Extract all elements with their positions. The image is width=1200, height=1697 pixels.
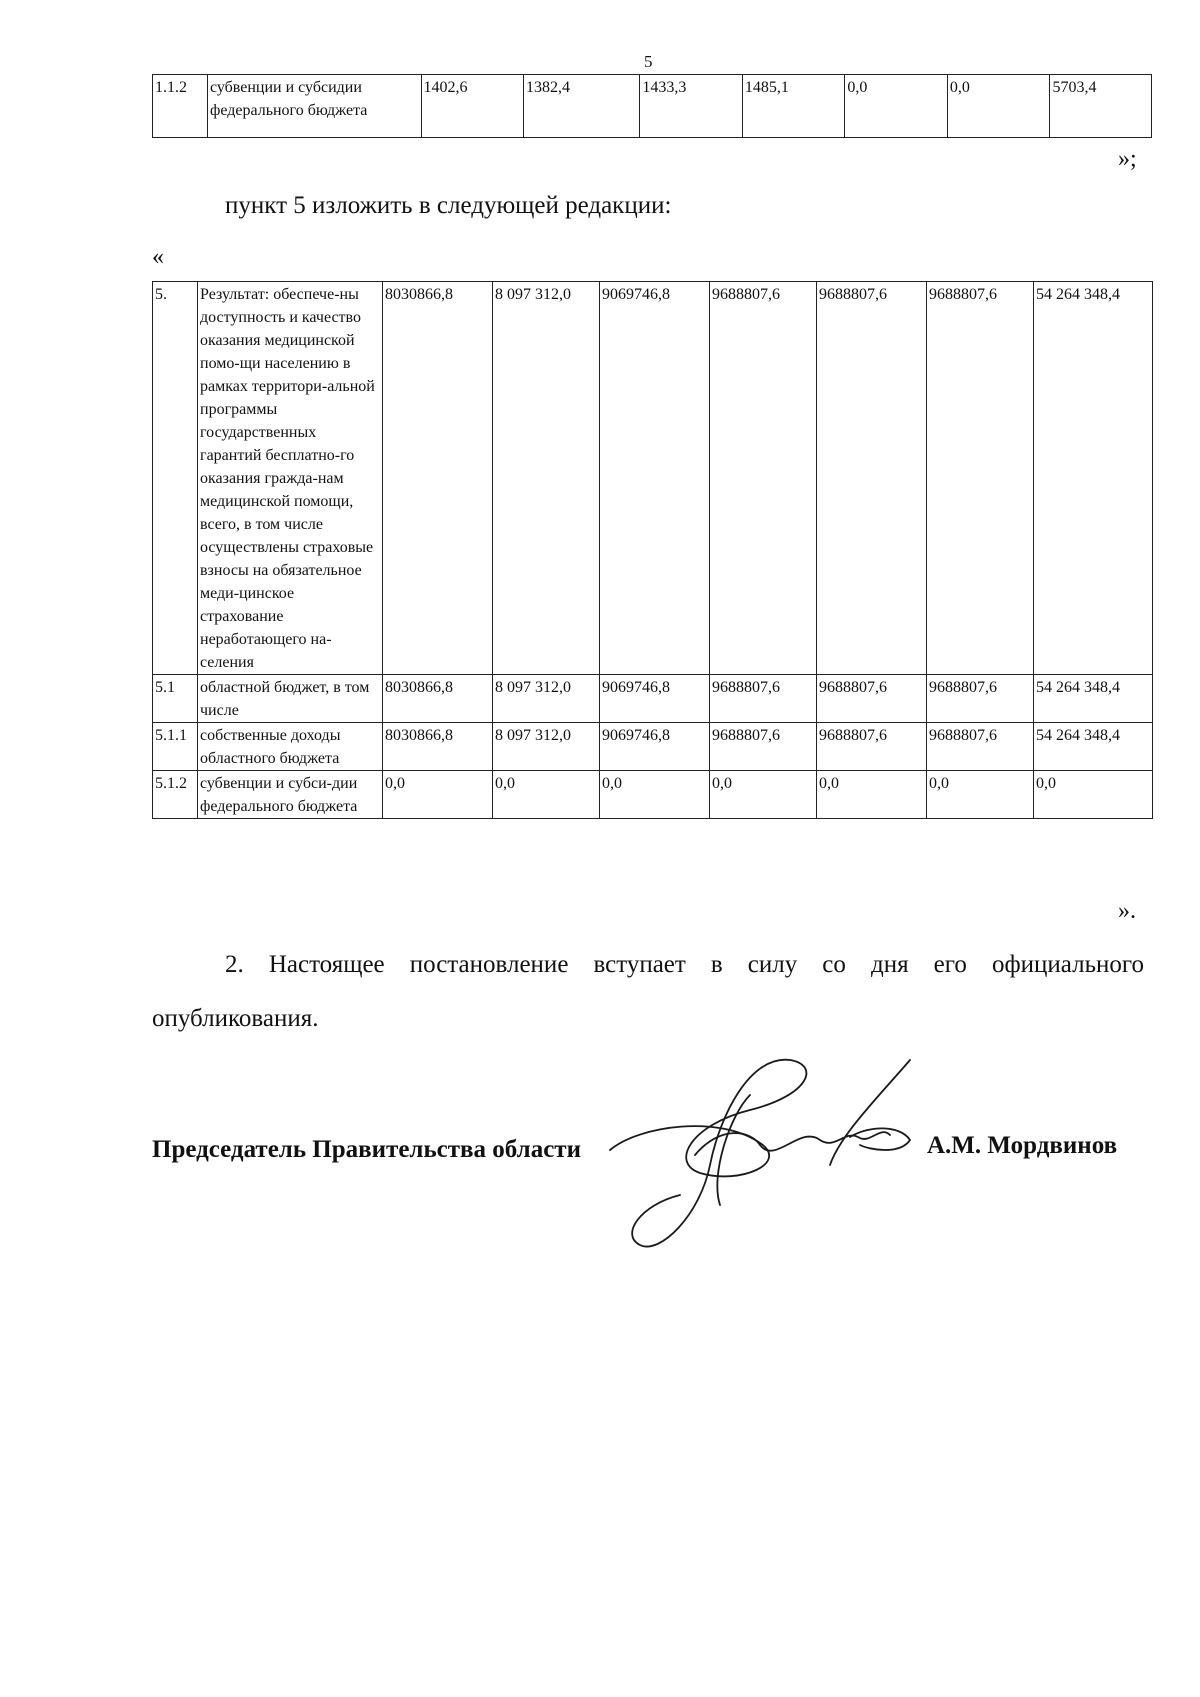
row-value: 9688807,6 [710,723,817,771]
row-value: 9688807,6 [927,723,1034,771]
row-value: 0,0 [947,75,1050,138]
row-value: 8030866,8 [383,675,493,723]
final-paragraph: 2. Настоящее постановление вступает в силу со дня его официального опубликования. [152,951,1144,1032]
budget-table-main [152,281,1153,819]
row-value: 9688807,6 [817,282,927,675]
row-value: 1382,4 [524,75,640,138]
row-value: 9069746,8 [600,723,710,771]
row-code: 5.1.1 [153,723,198,771]
row-name: Результат: обеспече-ны доступность и качество оказания медицинской помо-щи населению в рамках территори-альной программы государственных гарантий бесплатно-го оказания гражда-нам медицинской помощи, всего, в том числе осуществлены страховые взносы на обязательное меди-цинское страхование неработающего на-селения [198,282,383,675]
opening-quote: « [152,244,164,270]
row-code: 5. [153,282,198,675]
signer-name: А.М. Мордвинов [927,1132,1118,1159]
table-row [153,771,1153,819]
row-name: областной бюджет, в том числе [198,675,383,723]
row-value: 9688807,6 [710,282,817,675]
amendment-intro: пункт 5 изложить в следующей редакции: [225,192,672,219]
row-value: 54 264 348,4 [1034,723,1153,771]
row-value: 8030866,8 [383,282,493,675]
row-value: 0,0 [1034,771,1153,819]
row-value: 1402,6 [421,75,524,138]
row-value: 9069746,8 [600,282,710,675]
closing-quote: »; [1118,146,1137,172]
page-number: 5 [644,52,653,71]
row-value: 5703,4 [1050,75,1152,138]
budget-table-top [152,74,1152,138]
row-code: 1.1.2 [153,75,208,138]
row-value: 0,0 [710,771,817,819]
row-value: 8 097 312,0 [493,723,600,771]
row-name: собственные доходы областного бюджета [198,723,383,771]
row-value: 0,0 [817,771,927,819]
row-value: 9688807,6 [817,675,927,723]
closing-quote-end: ». [1118,898,1136,924]
row-value: 9688807,6 [817,723,927,771]
row-value: 54 264 348,4 [1034,675,1153,723]
row-value: 9688807,6 [927,675,1034,723]
table-row [153,723,1153,771]
row-value: 9688807,6 [927,282,1034,675]
table-row [153,75,1152,138]
signer-title: Председатель Правительства области [152,1136,581,1163]
table-row [153,282,1153,675]
row-value: 9688807,6 [710,675,817,723]
row-value: 8 097 312,0 [493,675,600,723]
row-name: субвенции и субсидии федерального бюджета [207,75,421,138]
row-value: 1433,3 [640,75,743,138]
table-row [153,675,1153,723]
row-name: субвенции и субси-дии федерального бюджета [198,771,383,819]
row-value: 0,0 [845,75,948,138]
row-value: 0,0 [600,771,710,819]
row-value: 0,0 [493,771,600,819]
row-code: 5.1 [153,675,198,723]
row-value: 0,0 [383,771,493,819]
handwritten-signature [600,1055,930,1265]
row-code: 5.1.2 [153,771,198,819]
row-value: 8 097 312,0 [493,282,600,675]
row-value: 54 264 348,4 [1034,282,1153,675]
row-value: 0,0 [927,771,1034,819]
row-value: 9069746,8 [600,675,710,723]
row-value: 8030866,8 [383,723,493,771]
row-value: 1485,1 [742,75,845,138]
